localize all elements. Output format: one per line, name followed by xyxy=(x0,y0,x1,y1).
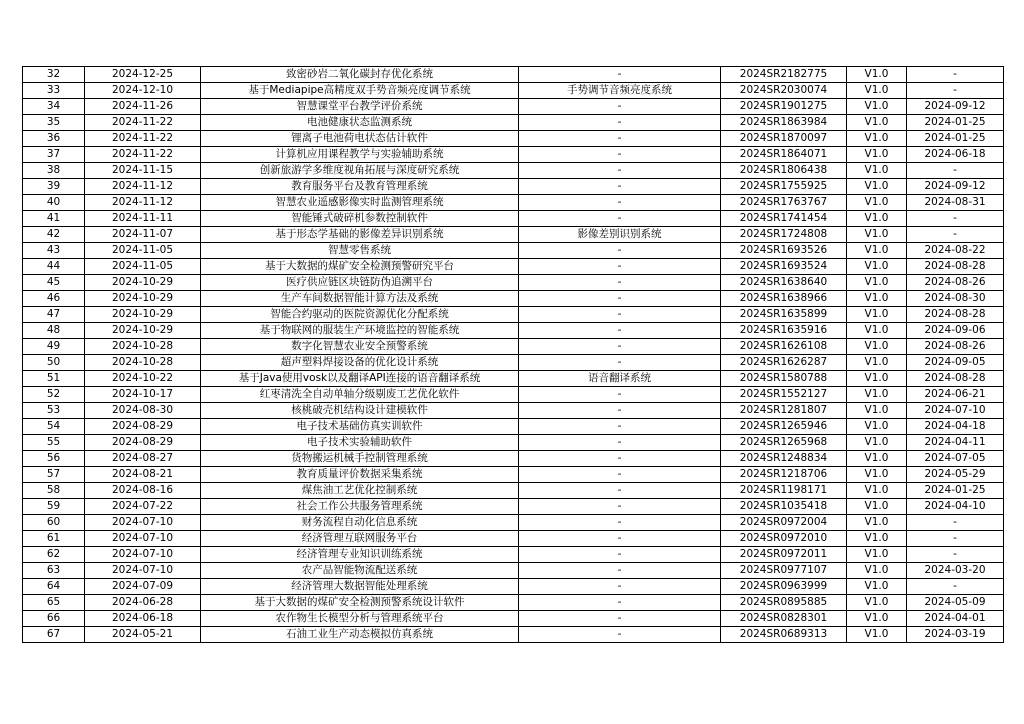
version-cell: V1.0 xyxy=(847,579,907,595)
table-row xyxy=(23,211,1004,227)
table-row xyxy=(23,275,1004,291)
table-row xyxy=(23,579,1004,595)
row-number-cell: 42 xyxy=(23,227,85,243)
table-row xyxy=(23,179,1004,195)
registration-number-cell: 2024SR1218706 xyxy=(721,467,847,483)
version-cell: V1.0 xyxy=(847,483,907,499)
row-number-cell: 51 xyxy=(23,371,85,387)
completion-date-cell: 2024-09-06 xyxy=(907,323,1004,339)
table-row xyxy=(23,259,1004,275)
table-row xyxy=(23,467,1004,483)
short-name-cell: - xyxy=(519,307,721,323)
table-row xyxy=(23,355,1004,371)
software-name-cell: 货物搬运机械手控制管理系统 xyxy=(201,451,519,467)
registration-number-cell: 2024SR0963999 xyxy=(721,579,847,595)
registration-number-cell: 2024SR0972011 xyxy=(721,547,847,563)
registration-date-cell: 2024-05-21 xyxy=(85,627,201,643)
completion-date-cell: 2024-08-28 xyxy=(907,371,1004,387)
short-name-cell: - xyxy=(519,243,721,259)
completion-date-cell: - xyxy=(907,67,1004,83)
registration-date-cell: 2024-11-12 xyxy=(85,179,201,195)
short-name-cell: - xyxy=(519,355,721,371)
registration-number-cell: 2024SR1265946 xyxy=(721,419,847,435)
registration-date-cell: 2024-08-27 xyxy=(85,451,201,467)
short-name-cell: 影像差别识别系统 xyxy=(519,227,721,243)
completion-date-cell: 2024-01-25 xyxy=(907,483,1004,499)
short-name-cell: - xyxy=(519,531,721,547)
short-name-cell: 语音翻译系统 xyxy=(519,371,721,387)
version-cell: V1.0 xyxy=(847,291,907,307)
registration-date-cell: 2024-11-15 xyxy=(85,163,201,179)
short-name-cell: - xyxy=(519,563,721,579)
row-number-cell: 54 xyxy=(23,419,85,435)
version-cell: V1.0 xyxy=(847,387,907,403)
row-number-cell: 36 xyxy=(23,131,85,147)
row-number-cell: 32 xyxy=(23,67,85,83)
version-cell: V1.0 xyxy=(847,339,907,355)
software-copyright-table xyxy=(22,66,1004,643)
completion-date-cell: 2024-09-12 xyxy=(907,99,1004,115)
version-cell: V1.0 xyxy=(847,275,907,291)
registration-number-cell: 2024SR0972004 xyxy=(721,515,847,531)
row-number-cell: 57 xyxy=(23,467,85,483)
version-cell: V1.0 xyxy=(847,131,907,147)
completion-date-cell: - xyxy=(907,211,1004,227)
row-number-cell: 59 xyxy=(23,499,85,515)
version-cell: V1.0 xyxy=(847,163,907,179)
registration-date-cell: 2024-06-28 xyxy=(85,595,201,611)
row-number-cell: 37 xyxy=(23,147,85,163)
row-number-cell: 46 xyxy=(23,291,85,307)
version-cell: V1.0 xyxy=(847,259,907,275)
software-name-cell: 智慧零售系统 xyxy=(201,243,519,259)
row-number-cell: 40 xyxy=(23,195,85,211)
row-number-cell: 43 xyxy=(23,243,85,259)
completion-date-cell: 2024-04-11 xyxy=(907,435,1004,451)
short-name-cell: - xyxy=(519,211,721,227)
short-name-cell: - xyxy=(519,339,721,355)
completion-date-cell: 2024-01-25 xyxy=(907,131,1004,147)
completion-date-cell: 2024-04-01 xyxy=(907,611,1004,627)
registration-number-cell: 2024SR1864071 xyxy=(721,147,847,163)
software-name-cell: 智能锤式破碎机参数控制软件 xyxy=(201,211,519,227)
table-row xyxy=(23,499,1004,515)
table-row xyxy=(23,515,1004,531)
short-name-cell: - xyxy=(519,115,721,131)
registration-number-cell: 2024SR1693526 xyxy=(721,243,847,259)
completion-date-cell: - xyxy=(907,531,1004,547)
short-name-cell: - xyxy=(519,147,721,163)
version-cell: V1.0 xyxy=(847,419,907,435)
completion-date-cell: 2024-04-10 xyxy=(907,499,1004,515)
version-cell: V1.0 xyxy=(847,547,907,563)
registration-number-cell: 2024SR0828301 xyxy=(721,611,847,627)
version-cell: V1.0 xyxy=(847,195,907,211)
table-row xyxy=(23,227,1004,243)
short-name-cell: - xyxy=(519,499,721,515)
table-row xyxy=(23,547,1004,563)
completion-date-cell: - xyxy=(907,579,1004,595)
version-cell: V1.0 xyxy=(847,67,907,83)
row-number-cell: 38 xyxy=(23,163,85,179)
software-name-cell: 电池健康状态监测系统 xyxy=(201,115,519,131)
version-cell: V1.0 xyxy=(847,467,907,483)
version-cell: V1.0 xyxy=(847,611,907,627)
table-row xyxy=(23,403,1004,419)
registration-date-cell: 2024-06-18 xyxy=(85,611,201,627)
version-cell: V1.0 xyxy=(847,227,907,243)
row-number-cell: 64 xyxy=(23,579,85,595)
completion-date-cell: 2024-05-09 xyxy=(907,595,1004,611)
software-name-cell: 创新旅游学多维度视角拓展与深度研究系统 xyxy=(201,163,519,179)
version-cell: V1.0 xyxy=(847,99,907,115)
version-cell: V1.0 xyxy=(847,595,907,611)
registration-number-cell: 2024SR1635916 xyxy=(721,323,847,339)
registration-number-cell: 2024SR1035418 xyxy=(721,499,847,515)
registration-number-cell: 2024SR1755925 xyxy=(721,179,847,195)
completion-date-cell: 2024-07-10 xyxy=(907,403,1004,419)
row-number-cell: 33 xyxy=(23,83,85,99)
table-row xyxy=(23,595,1004,611)
registration-date-cell: 2024-10-29 xyxy=(85,307,201,323)
row-number-cell: 45 xyxy=(23,275,85,291)
version-cell: V1.0 xyxy=(847,179,907,195)
software-name-cell: 教育质量评价数据采集系统 xyxy=(201,467,519,483)
registration-number-cell: 2024SR1693524 xyxy=(721,259,847,275)
row-number-cell: 61 xyxy=(23,531,85,547)
registration-date-cell: 2024-10-29 xyxy=(85,323,201,339)
registration-number-cell: 2024SR1901275 xyxy=(721,99,847,115)
row-number-cell: 44 xyxy=(23,259,85,275)
short-name-cell: - xyxy=(519,291,721,307)
table-row xyxy=(23,291,1004,307)
completion-date-cell: 2024-08-31 xyxy=(907,195,1004,211)
software-name-cell: 智慧农业遥感影像实时监测管理系统 xyxy=(201,195,519,211)
row-number-cell: 58 xyxy=(23,483,85,499)
version-cell: V1.0 xyxy=(847,355,907,371)
registration-number-cell: 2024SR1763767 xyxy=(721,195,847,211)
version-cell: V1.0 xyxy=(847,147,907,163)
registration-number-cell: 2024SR1552127 xyxy=(721,387,847,403)
table-row xyxy=(23,419,1004,435)
short-name-cell: - xyxy=(519,451,721,467)
row-number-cell: 35 xyxy=(23,115,85,131)
registration-date-cell: 2024-11-26 xyxy=(85,99,201,115)
version-cell: V1.0 xyxy=(847,531,907,547)
row-number-cell: 41 xyxy=(23,211,85,227)
software-name-cell: 基于物联网的服装生产环境监控的智能系统 xyxy=(201,323,519,339)
software-name-cell: 计算机应用课程教学与实验辅助系统 xyxy=(201,147,519,163)
registration-number-cell: 2024SR1741454 xyxy=(721,211,847,227)
version-cell: V1.0 xyxy=(847,83,907,99)
registration-date-cell: 2024-07-10 xyxy=(85,531,201,547)
completion-date-cell: 2024-08-22 xyxy=(907,243,1004,259)
row-number-cell: 62 xyxy=(23,547,85,563)
registration-date-cell: 2024-11-05 xyxy=(85,243,201,259)
table-row xyxy=(23,627,1004,643)
registration-number-cell: 2024SR1635899 xyxy=(721,307,847,323)
registration-number-cell: 2024SR1265968 xyxy=(721,435,847,451)
registration-number-cell: 2024SR1198171 xyxy=(721,483,847,499)
software-name-cell: 基于Java使用vosk以及翻译API连接的语音翻译系统 xyxy=(201,371,519,387)
version-cell: V1.0 xyxy=(847,371,907,387)
short-name-cell: - xyxy=(519,275,721,291)
version-cell: V1.0 xyxy=(847,451,907,467)
table-row xyxy=(23,339,1004,355)
registration-date-cell: 2024-11-12 xyxy=(85,195,201,211)
table-row xyxy=(23,115,1004,131)
table-row xyxy=(23,99,1004,115)
short-name-cell: - xyxy=(519,195,721,211)
registration-date-cell: 2024-08-29 xyxy=(85,435,201,451)
completion-date-cell: 2024-08-30 xyxy=(907,291,1004,307)
version-cell: V1.0 xyxy=(847,499,907,515)
software-name-cell: 财务流程自动化信息系统 xyxy=(201,515,519,531)
completion-date-cell: 2024-03-19 xyxy=(907,627,1004,643)
completion-date-cell: 2024-09-12 xyxy=(907,179,1004,195)
software-name-cell: 核桃破壳机结构设计建模软件 xyxy=(201,403,519,419)
software-name-cell: 智慧课堂平台教学评价系统 xyxy=(201,99,519,115)
row-number-cell: 50 xyxy=(23,355,85,371)
registration-number-cell: 2024SR1724808 xyxy=(721,227,847,243)
software-name-cell: 社会工作公共服务管理系统 xyxy=(201,499,519,515)
registration-date-cell: 2024-11-11 xyxy=(85,211,201,227)
registration-date-cell: 2024-08-21 xyxy=(85,467,201,483)
registration-date-cell: 2024-10-29 xyxy=(85,291,201,307)
row-number-cell: 39 xyxy=(23,179,85,195)
registration-date-cell: 2024-07-10 xyxy=(85,547,201,563)
table-row xyxy=(23,451,1004,467)
table-row xyxy=(23,371,1004,387)
completion-date-cell: - xyxy=(907,515,1004,531)
registration-number-cell: 2024SR0977107 xyxy=(721,563,847,579)
registration-date-cell: 2024-07-09 xyxy=(85,579,201,595)
version-cell: V1.0 xyxy=(847,323,907,339)
registration-date-cell: 2024-11-22 xyxy=(85,147,201,163)
short-name-cell: - xyxy=(519,179,721,195)
row-number-cell: 56 xyxy=(23,451,85,467)
completion-date-cell: - xyxy=(907,547,1004,563)
row-number-cell: 34 xyxy=(23,99,85,115)
registration-number-cell: 2024SR2030074 xyxy=(721,83,847,99)
completion-date-cell: 2024-03-20 xyxy=(907,563,1004,579)
completion-date-cell: 2024-07-05 xyxy=(907,451,1004,467)
completion-date-cell: 2024-01-25 xyxy=(907,115,1004,131)
registration-date-cell: 2024-10-28 xyxy=(85,355,201,371)
registration-date-cell: 2024-08-16 xyxy=(85,483,201,499)
registration-date-cell: 2024-11-22 xyxy=(85,131,201,147)
row-number-cell: 55 xyxy=(23,435,85,451)
registration-date-cell: 2024-11-22 xyxy=(85,115,201,131)
table-row xyxy=(23,83,1004,99)
completion-date-cell: 2024-06-21 xyxy=(907,387,1004,403)
row-number-cell: 49 xyxy=(23,339,85,355)
completion-date-cell: 2024-08-26 xyxy=(907,275,1004,291)
short-name-cell: - xyxy=(519,131,721,147)
short-name-cell: - xyxy=(519,595,721,611)
software-name-cell: 经济管理大数据智能处理系统 xyxy=(201,579,519,595)
registration-date-cell: 2024-11-05 xyxy=(85,259,201,275)
short-name-cell: - xyxy=(519,467,721,483)
software-name-cell: 煤焦油工艺优化控制系统 xyxy=(201,483,519,499)
version-cell: V1.0 xyxy=(847,211,907,227)
table-row xyxy=(23,611,1004,627)
registration-number-cell: 2024SR1870097 xyxy=(721,131,847,147)
completion-date-cell: 2024-06-18 xyxy=(907,147,1004,163)
short-name-cell: - xyxy=(519,579,721,595)
completion-date-cell: 2024-08-28 xyxy=(907,307,1004,323)
short-name-cell: - xyxy=(519,547,721,563)
registration-number-cell: 2024SR1863984 xyxy=(721,115,847,131)
short-name-cell: - xyxy=(519,627,721,643)
completion-date-cell: 2024-08-26 xyxy=(907,339,1004,355)
registration-date-cell: 2024-12-25 xyxy=(85,67,201,83)
registration-number-cell: 2024SR1580788 xyxy=(721,371,847,387)
software-name-cell: 智能合约驱动的医院资源优化分配系统 xyxy=(201,307,519,323)
table-row xyxy=(23,563,1004,579)
software-name-cell: 经济管理专业知识训练系统 xyxy=(201,547,519,563)
software-name-cell: 锂离子电池荷电状态估计软件 xyxy=(201,131,519,147)
completion-date-cell: - xyxy=(907,227,1004,243)
software-name-cell: 农作物生长模型分析与管理系统平台 xyxy=(201,611,519,627)
registration-number-cell: 2024SR0895885 xyxy=(721,595,847,611)
registration-date-cell: 2024-12-10 xyxy=(85,83,201,99)
software-name-cell: 基于大数据的煤矿安全检测预警研究平台 xyxy=(201,259,519,275)
registration-number-cell: 2024SR1281807 xyxy=(721,403,847,419)
software-name-cell: 基于形态学基础的影像差异识别系统 xyxy=(201,227,519,243)
registration-date-cell: 2024-07-22 xyxy=(85,499,201,515)
registration-number-cell: 2024SR1806438 xyxy=(721,163,847,179)
short-name-cell: - xyxy=(519,611,721,627)
software-name-cell: 基于Mediapipe高精度双手势音频亮度调节系统 xyxy=(201,83,519,99)
software-name-cell: 超声塑料焊接设备的优化设计系统 xyxy=(201,355,519,371)
registration-number-cell: 2024SR1626108 xyxy=(721,339,847,355)
registry-sheet xyxy=(22,66,1004,643)
registration-date-cell: 2024-07-10 xyxy=(85,563,201,579)
completion-date-cell: 2024-09-05 xyxy=(907,355,1004,371)
table-row xyxy=(23,387,1004,403)
version-cell: V1.0 xyxy=(847,307,907,323)
short-name-cell: - xyxy=(519,259,721,275)
completion-date-cell: 2024-08-28 xyxy=(907,259,1004,275)
software-name-cell: 数字化智慧农业安全预警系统 xyxy=(201,339,519,355)
software-name-cell: 基于大数据的煤矿安全检测预警系统设计软件 xyxy=(201,595,519,611)
short-name-cell: - xyxy=(519,483,721,499)
registration-date-cell: 2024-10-17 xyxy=(85,387,201,403)
table-row xyxy=(23,243,1004,259)
table-row xyxy=(23,163,1004,179)
registration-number-cell: 2024SR1626287 xyxy=(721,355,847,371)
row-number-cell: 47 xyxy=(23,307,85,323)
registration-date-cell: 2024-10-22 xyxy=(85,371,201,387)
software-name-cell: 教育服务平台及教育管理系统 xyxy=(201,179,519,195)
version-cell: V1.0 xyxy=(847,515,907,531)
software-name-cell: 医疗供应链区块链防伪追溯平台 xyxy=(201,275,519,291)
row-number-cell: 67 xyxy=(23,627,85,643)
completion-date-cell: - xyxy=(907,163,1004,179)
table-row xyxy=(23,307,1004,323)
registration-number-cell: 2024SR1638640 xyxy=(721,275,847,291)
software-name-cell: 电子技术实验辅助软件 xyxy=(201,435,519,451)
short-name-cell: - xyxy=(519,99,721,115)
short-name-cell: - xyxy=(519,403,721,419)
software-name-cell: 电子技术基础仿真实训软件 xyxy=(201,419,519,435)
row-number-cell: 65 xyxy=(23,595,85,611)
short-name-cell: - xyxy=(519,419,721,435)
registration-date-cell: 2024-07-10 xyxy=(85,515,201,531)
registration-number-cell: 2024SR0972010 xyxy=(721,531,847,547)
row-number-cell: 60 xyxy=(23,515,85,531)
short-name-cell: - xyxy=(519,435,721,451)
completion-date-cell: - xyxy=(907,83,1004,99)
row-number-cell: 53 xyxy=(23,403,85,419)
table-row xyxy=(23,323,1004,339)
table-row xyxy=(23,195,1004,211)
short-name-cell: - xyxy=(519,163,721,179)
software-name-cell: 经济管理互联网服务平台 xyxy=(201,531,519,547)
version-cell: V1.0 xyxy=(847,435,907,451)
registration-number-cell: 2024SR1248834 xyxy=(721,451,847,467)
table-row xyxy=(23,435,1004,451)
row-number-cell: 63 xyxy=(23,563,85,579)
table-body xyxy=(23,67,1004,643)
row-number-cell: 66 xyxy=(23,611,85,627)
software-name-cell: 农产品智能物流配送系统 xyxy=(201,563,519,579)
table-row xyxy=(23,531,1004,547)
table-row xyxy=(23,67,1004,83)
registration-number-cell: 2024SR0689313 xyxy=(721,627,847,643)
completion-date-cell: 2024-05-29 xyxy=(907,467,1004,483)
row-number-cell: 48 xyxy=(23,323,85,339)
registration-date-cell: 2024-08-29 xyxy=(85,419,201,435)
short-name-cell: - xyxy=(519,323,721,339)
version-cell: V1.0 xyxy=(847,403,907,419)
short-name-cell: 手势调节音频亮度系统 xyxy=(519,83,721,99)
version-cell: V1.0 xyxy=(847,115,907,131)
software-name-cell: 石油工业生产动态模拟仿真系统 xyxy=(201,627,519,643)
registration-date-cell: 2024-10-29 xyxy=(85,275,201,291)
registration-number-cell: 2024SR2182775 xyxy=(721,67,847,83)
completion-date-cell: 2024-04-18 xyxy=(907,419,1004,435)
registration-date-cell: 2024-10-28 xyxy=(85,339,201,355)
registration-date-cell: 2024-08-30 xyxy=(85,403,201,419)
registration-date-cell: 2024-11-07 xyxy=(85,227,201,243)
table-row xyxy=(23,131,1004,147)
version-cell: V1.0 xyxy=(847,627,907,643)
table-row xyxy=(23,483,1004,499)
table-row xyxy=(23,147,1004,163)
version-cell: V1.0 xyxy=(847,563,907,579)
registration-number-cell: 2024SR1638966 xyxy=(721,291,847,307)
software-name-cell: 红枣清洗全自动单轴分级剔废工艺优化软件 xyxy=(201,387,519,403)
short-name-cell: - xyxy=(519,387,721,403)
short-name-cell: - xyxy=(519,67,721,83)
row-number-cell: 52 xyxy=(23,387,85,403)
version-cell: V1.0 xyxy=(847,243,907,259)
software-name-cell: 生产车间数据智能计算方法及系统 xyxy=(201,291,519,307)
short-name-cell: - xyxy=(519,515,721,531)
software-name-cell: 致密砂岩二氧化碳封存优化系统 xyxy=(201,67,519,83)
